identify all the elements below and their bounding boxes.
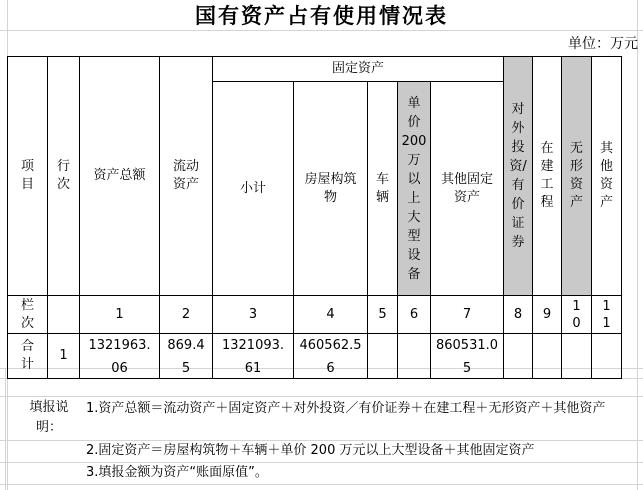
page-title: 国有资产占有使用情况表: [195, 3, 448, 28]
header-investment: 对外投资/有价证券: [509, 102, 527, 250]
note-item-1: 1.资产总额＝流动资产＋固定资产＋对外投资／有价证券＋在建工程＋无形资产＋其他资产: [86, 401, 606, 416]
header-large-equipment: 单价200万以上大型设备: [401, 95, 427, 282]
total-current-assets: 869.45: [167, 338, 205, 376]
column-no-vehicles: 5: [378, 306, 387, 322]
notes-label: 填报说明：: [29, 400, 69, 435]
total-other-assets: [592, 334, 621, 378]
total-subtotal: 1321093.61: [221, 338, 285, 376]
column-no-other-fixed: 7: [462, 306, 472, 322]
header-item: 项目: [20, 159, 34, 192]
total-construction: [533, 334, 561, 378]
column-no-construction: 9: [542, 306, 552, 322]
total-large-equipment: [398, 334, 430, 378]
column-no-subtotal: 3: [248, 306, 258, 322]
header-subtotal: 小计: [239, 180, 266, 196]
column-no-total-assets: 1: [115, 306, 124, 322]
total-row-label: 合计: [20, 339, 34, 372]
header-buildings: 房屋构筑物: [304, 171, 357, 205]
note-item-3: 3.填报金额为资产“账面原值”。: [86, 465, 268, 480]
header-intangible: 无形资产: [569, 141, 583, 210]
total-total-assets: 1321963.06: [88, 338, 151, 376]
total-intangible: [562, 334, 591, 378]
column-no-current-assets: 2: [181, 306, 191, 322]
column-row-label: 栏次: [20, 297, 34, 331]
total-other-fixed: 860531.05: [435, 338, 499, 376]
header-fixed-assets: 固定资产: [331, 61, 384, 76]
header-current-assets: 流动资产: [172, 159, 199, 192]
note-item-2: 2.固定资产＝房屋构筑物＋车辆＋单价 200 万元以上大型设备＋其他固定资产: [86, 443, 535, 458]
header-vehicles: 车辆: [375, 171, 389, 205]
column-no-intangible: 10: [572, 298, 581, 331]
column-no-buildings: 4: [326, 306, 335, 322]
total-investment: [504, 334, 532, 378]
column-no-investment: 8: [513, 306, 523, 322]
header-total-assets: 资产总额: [93, 168, 146, 183]
total-row-row-no: 1: [59, 348, 68, 363]
header-other-assets: 其他资产: [599, 141, 613, 210]
unit-label: 单位：万元: [568, 36, 638, 52]
total-vehicles: [368, 334, 397, 378]
header-row-no: 行次: [56, 159, 70, 192]
header-construction: 在建工程: [540, 141, 554, 210]
header-other-fixed: 其他固定资产: [440, 171, 493, 205]
total-buildings: 460562.56: [299, 338, 362, 376]
column-no-other-assets: 11: [602, 298, 611, 331]
column-row-row-no: [48, 296, 79, 333]
column-no-large-equipment: 6: [409, 306, 419, 322]
